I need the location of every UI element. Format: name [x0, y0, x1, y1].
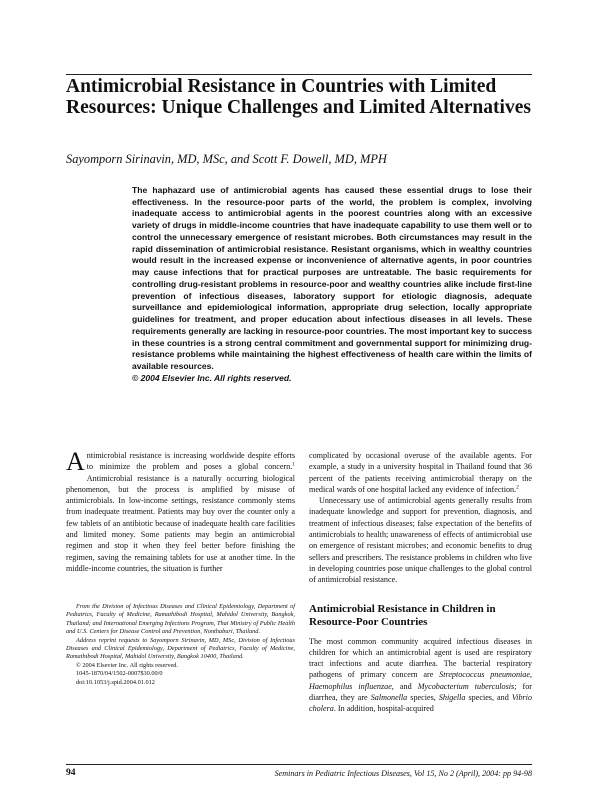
body-paragraph-intro: Antimicrobial resistance is increasing worldwide despite efforts to minimize the problem and poses a global concern.$^1$ Antimicrobial resistance is a naturally occurring biological phenomenon, but the process is amplified by misuse of antimicrobials. In low-income settings, resistance commonly stems from inadequate treatment. Patients may buy over the counter only a few tablets of an antibiotic because of inadequate health care facilities and limited money. Some patients may begin an antimicrobial regimen and stop it when they feel better before finishing the regimen, saving the remaining tablets for use at another time. In the middle-income countries, the situation is further	[66, 447, 295, 573]
page-number: 94	[66, 768, 76, 778]
section-heading: Antimicrobial Resistance in Children in Resource-Poor Countries	[309, 602, 496, 628]
body-paragraph-continued: complicated by occasional overuse of the available agents. For example, a study in a university hospital in Thailand found that 36 percent of the patients receiving antimicrobial therapy on the medical wards of one hospital lacked any evidence of infection.$^2$	[309, 451, 532, 494]
journal-citation: Seminars in Pediatric Infectious Diseases, Vol 15, No 2 (April), 2004: pp 94-98	[274, 769, 532, 778]
article-title: Antimicrobial Resistance in Countries with Limited Resources: Unique Challenges and Limited Alternatives	[66, 76, 531, 118]
footnote-copyright: © 2004 Elsevier Inc. All rights reserved.	[76, 661, 179, 669]
article-authors: Sayomporn Sirinavin, MD, MSc, and Scott F. Dowell, MD, MPH	[66, 152, 387, 166]
body-paragraph: The most common community acquired infectious diseases in children for which an antimicrobial agent is used are respiratory tract infections and acute diarrhea. The bacterial respiratory pathogens of primary concern are Streptococcus pneumoniae, Haemophilus influenzae, and Mycobacterium tuberculosis; for diarrhea, they are Salmonella species, Shigella species, and Vibrio cholera. In addition, hospital-acquired	[309, 636, 533, 714]
footnote-issn: 1045-1870/04/1502-0007$30.00/0	[76, 670, 163, 678]
footnotes	[66, 603, 295, 687]
footnote-affiliation: From the Division of Infectious Diseases and Clinical Epidemiology, Department of Pediatrics, Faculty of Medicine, Ramathibodi Hospital, Mahidol University, Bangkok, Thailand; and International Emerging Infections Program, Thai Ministry of Public Health and U.S. Centers for Disease Control and Prevention, Nonthaburi, Thailand.	[66, 603, 295, 636]
citation-ref: 2	[516, 484, 519, 491]
top-rule	[66, 74, 532, 75]
footnote-reprints: Address reprint requests to Sayomporn Sirinavin, MD, MSc, Division of Infectious Diseases and Clinical Epidemiology, Department of Pediatrics, Faculty of Medicine, Ramathibodi Hospital, Mahidol University, Bangkok 10400, Thailand.	[66, 636, 295, 661]
citation-ref: 1	[292, 461, 295, 468]
abstract-text: The haphazard use of antimicrobial agents has caused these essential drugs to lose their effectiveness. In the resource-poor parts of the world, the problem is complex, involving inadequate access to antimicrobial agents in the poorest countries along with an excessive variety of drugs in middle-income countries that have inadequate capability to use them well or to control the unnecessary emergence of resistant microbes. Both circumstances may result in the rapid dissemination of antimicrobial resistance. Resistant organisms, which in wealthy countries would result in the increased expense or inconvenience of alternative agents, in poor countries may cause infections that for practical purposes are untreatable. The basic requirements for controlling drug-resistant problems in resource-poor and wealthy countries alike include first-line prevention of infectious diseases, laboratory support for etiologic diagnosis, adequate surveillance and epidemiological information, appropriate drug selection, locally appropriate guidelines for treatment, and proper education about infectious diseases in all levels. These requirements generally are lacking in resource-poor countries. The most important key to success in these countries is a strong central commitment and governmental support for minimizing drug-resistance problems while maintaining the highest effectiveness of health care within the limits of available resources.	[132, 185, 532, 372]
body-paragraph: Unnecessary use of antimicrobial agents generally results from inadequate knowledge and support for prevention, diagnosis, and treatment of infectious diseases; false expectation of the benefits of antimicrobials to health; unawareness of effects of antimicrobial use on emergence of resistant microbes; and economic benefits to drug sellers and prescribers. The resistance problems in children who live in developing countries pose unique challenges to the global control of antimicrobial resistance.	[309, 496, 532, 585]
body-column-right	[309, 450, 532, 715]
abstract	[132, 185, 532, 384]
footnote-doi: doi:10.1053/j.spid.2004.01.012	[76, 678, 155, 686]
abstract-copyright: © 2004 Elsevier Inc. All rights reserved.	[132, 372, 292, 383]
drop-cap: A	[66, 447, 85, 476]
bottom-rule	[66, 764, 532, 765]
body-column-left	[66, 447, 295, 574]
